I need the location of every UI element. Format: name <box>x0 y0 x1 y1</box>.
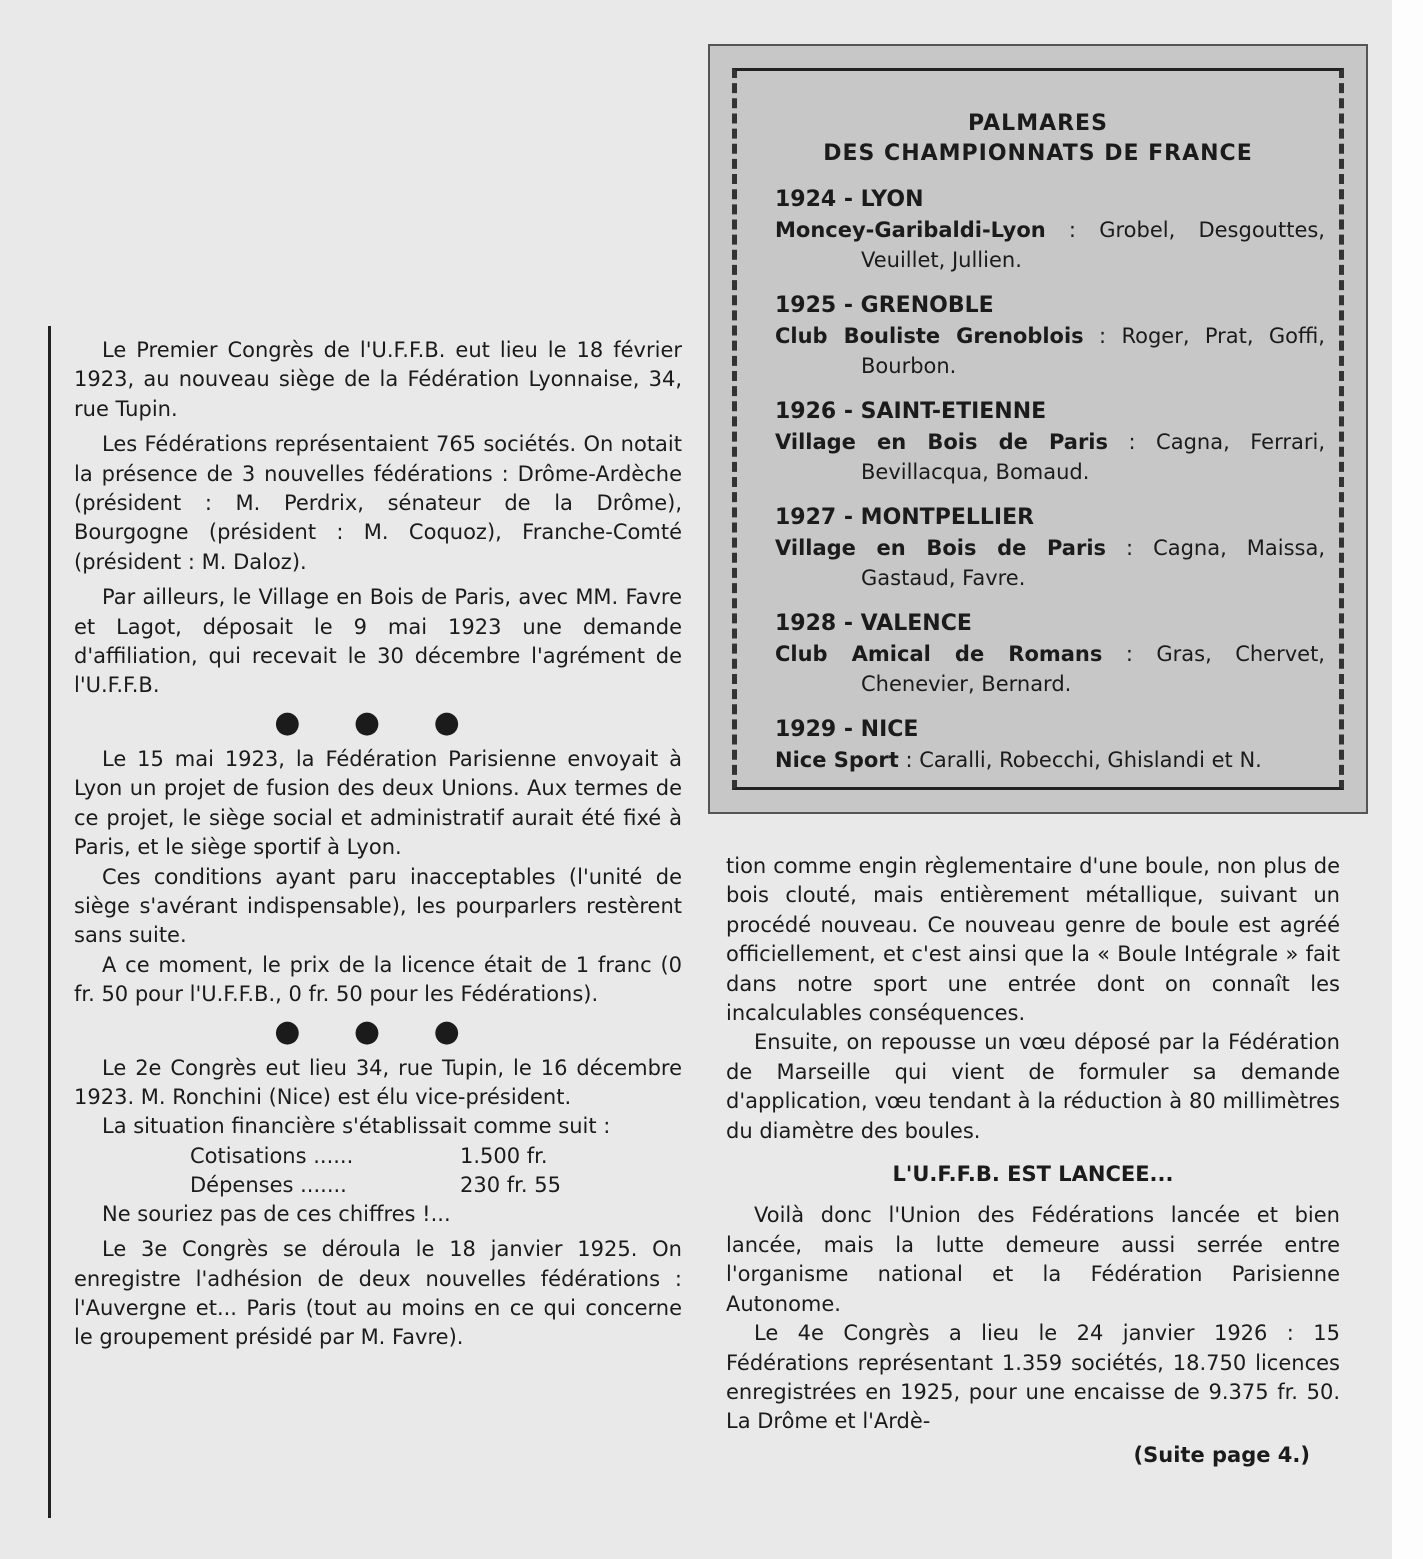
palmares-title-line1: PALMARES <box>968 111 1108 136</box>
separator-dots: ● ● ● <box>274 704 482 740</box>
paragraph: Par ailleurs, le Village en Bois de Paris, avec MM. Favre et Lagot, déposait le 9 mai 1923 une demande d'affiliation, qui recevait le 30 décembre l'agrément de l'U.F.F.B. <box>74 585 682 698</box>
paragraph: tion comme engin règlementaire d'une boule, non plus de bois clouté, mais entièrement métallique, suivant un procédé nouveau. Ce nouveau genre de boule est agréé officiellement, et c'est ainsi que la « Boule Intégrale » fait dans notre sport une entrée dont on connaît les incalculables conséquences. <box>726 854 1340 1026</box>
paragraph: Les Fédérations représentaient 765 sociétés. On notait la présence de 3 nouvelles fédérations : Drôme-Ardèche (président : M. Perdrix, sénateur de la Drôme), Bourgogne (président : M. Coquoz), Franche-Comté (président : M. Daloz). <box>74 432 682 574</box>
palmares-entry <box>775 185 1325 275</box>
entry-team <box>775 321 1325 381</box>
budget-row <box>190 1142 682 1171</box>
entry-year: 1927 - MONTPELLIER <box>775 505 1035 530</box>
palmares-entry <box>775 503 1325 593</box>
entry-team <box>775 427 1325 487</box>
palmares-list <box>737 185 1339 775</box>
entry-players: : Cagna, Maissa, Gastaud, Favre. <box>861 536 1326 590</box>
entry-year: 1924 - LYON <box>775 187 924 212</box>
paragraph: Le 15 mai 1923, la Fédération Parisienne envoyait à Lyon un projet de fusion des deux Unions. Aux termes de ce projet, le siège social et administratif aurait été fixé à Paris, et le siège sportif à Lyon. <box>74 746 682 860</box>
column-rule <box>48 326 51 1518</box>
entry-year: 1926 - SAINT-ETIENNE <box>775 399 1047 424</box>
budget-label: Cotisations ...... <box>190 1143 354 1168</box>
entry-players: : Gras, Chervet, Chenevier, Bernard. <box>861 642 1325 696</box>
entry-year: 1929 - NICE <box>775 717 919 742</box>
separator-dots: ● ● ● <box>274 1013 482 1049</box>
paragraph: Le 2e Congrès eut lieu 34, rue Tupin, le 16 décembre 1923. M. Ronchini (Nice) est élu vice-président. <box>74 1055 682 1109</box>
budget-value: 1.500 fr. <box>460 1143 548 1168</box>
paragraph: Ensuite, on repousse un vœu déposé par la Fédération de Marseille qui vient de formuler sa demande d'application, vœu tendant à la réduction à 80 millimètres du diamètre des boules. <box>726 1030 1340 1143</box>
entry-team <box>775 639 1325 699</box>
paragraph: Voilà donc l'Union des Fédérations lancée et bien lancée, mais la lutte demeure aussi serrée entre l'organisme national et la Fédération Parisienne Autonome. <box>726 1203 1340 1316</box>
entry-team <box>775 745 1325 775</box>
palmares-entry <box>775 715 1325 775</box>
entry-club: Village en Bois de Paris <box>775 430 1109 454</box>
entry-players: : Cagna, Ferrari, Bevillacqua, Bomaud. <box>861 430 1325 484</box>
palmares-entry <box>775 609 1325 699</box>
paragraph: La situation financière s'établissait comme suit : <box>102 1114 611 1139</box>
palmares-box <box>708 44 1368 814</box>
entry-club: Nice Sport <box>775 748 899 772</box>
budget-label: Dépenses ....... <box>190 1172 347 1197</box>
paragraph: Le Premier Congrès de l'U.F.F.B. eut lieu le 18 février 1923, au nouveau siège de la Fédération Lyonnaise, 34, rue Tupin. <box>74 338 682 421</box>
entry-club: Moncey-Garibaldi-Lyon <box>775 218 1046 242</box>
budget-row <box>190 1171 682 1200</box>
entry-team <box>775 533 1325 593</box>
palmares-entry <box>775 397 1325 487</box>
paragraph: Ces conditions ayant paru inacceptables (l'unité de siège s'avérant indispensable), les pourparlers restèrent sans suite. <box>74 864 682 948</box>
palmares-title-line2: DES CHAMPIONNATS DE FRANCE <box>823 141 1253 166</box>
entry-team <box>775 215 1325 275</box>
palmares-frame <box>732 68 1344 790</box>
budget-table <box>74 1142 682 1200</box>
entry-year: 1928 - VALENCE <box>775 611 972 636</box>
left-column <box>74 336 682 1359</box>
entry-club: Club Amical de Romans <box>775 642 1103 666</box>
entry-players: : Caralli, Robecchi, Ghislandi et N. <box>905 748 1262 772</box>
palmares-title <box>737 109 1339 169</box>
section-heading: L'U.F.F.B. EST LANCEE... <box>892 1162 1174 1187</box>
paragraph: Ne souriez pas de ces chiffres !... <box>102 1201 451 1226</box>
scan-margin <box>1392 0 1423 1559</box>
paragraph: Le 3e Congrès se déroula le 18 janvier 1925. On enregistre l'adhésion de deux nouvelles fédérations : l'Auvergne et... Paris (tout au moins en ce qui concerne le groupement présidé par M. Favre). <box>74 1237 682 1350</box>
budget-value: 230 fr. 55 <box>460 1172 561 1197</box>
entry-club: Village en Bois de Paris <box>775 536 1107 560</box>
right-column <box>726 852 1340 1470</box>
entry-year: 1925 - GRENOBLE <box>775 293 994 318</box>
palmares-entry <box>775 291 1325 381</box>
entry-players: : Grobel, Desgouttes, Veuillet, Jullien. <box>861 218 1325 272</box>
continued-note: (Suite page 4.) <box>1133 1442 1310 1467</box>
entry-club: Club Bouliste Grenoblois <box>775 324 1084 348</box>
entry-players: : Roger, Prat, Goffi, Bourbon. <box>861 324 1325 378</box>
paragraph: Le 4e Congrès a lieu le 24 janvier 1926 : 15 Fédérations représentant 1.359 sociétés, 18.750 licences enregistrées en 1925, pour une encaisse de 9.375 fr. 50. La Drôme et l'Ardè- <box>726 1321 1340 1434</box>
paragraph: A ce moment, le prix de la licence était de 1 franc (0 fr. 50 pour l'U.F.F.B., 0 fr. 50 pour les Fédérations). <box>74 952 682 1007</box>
